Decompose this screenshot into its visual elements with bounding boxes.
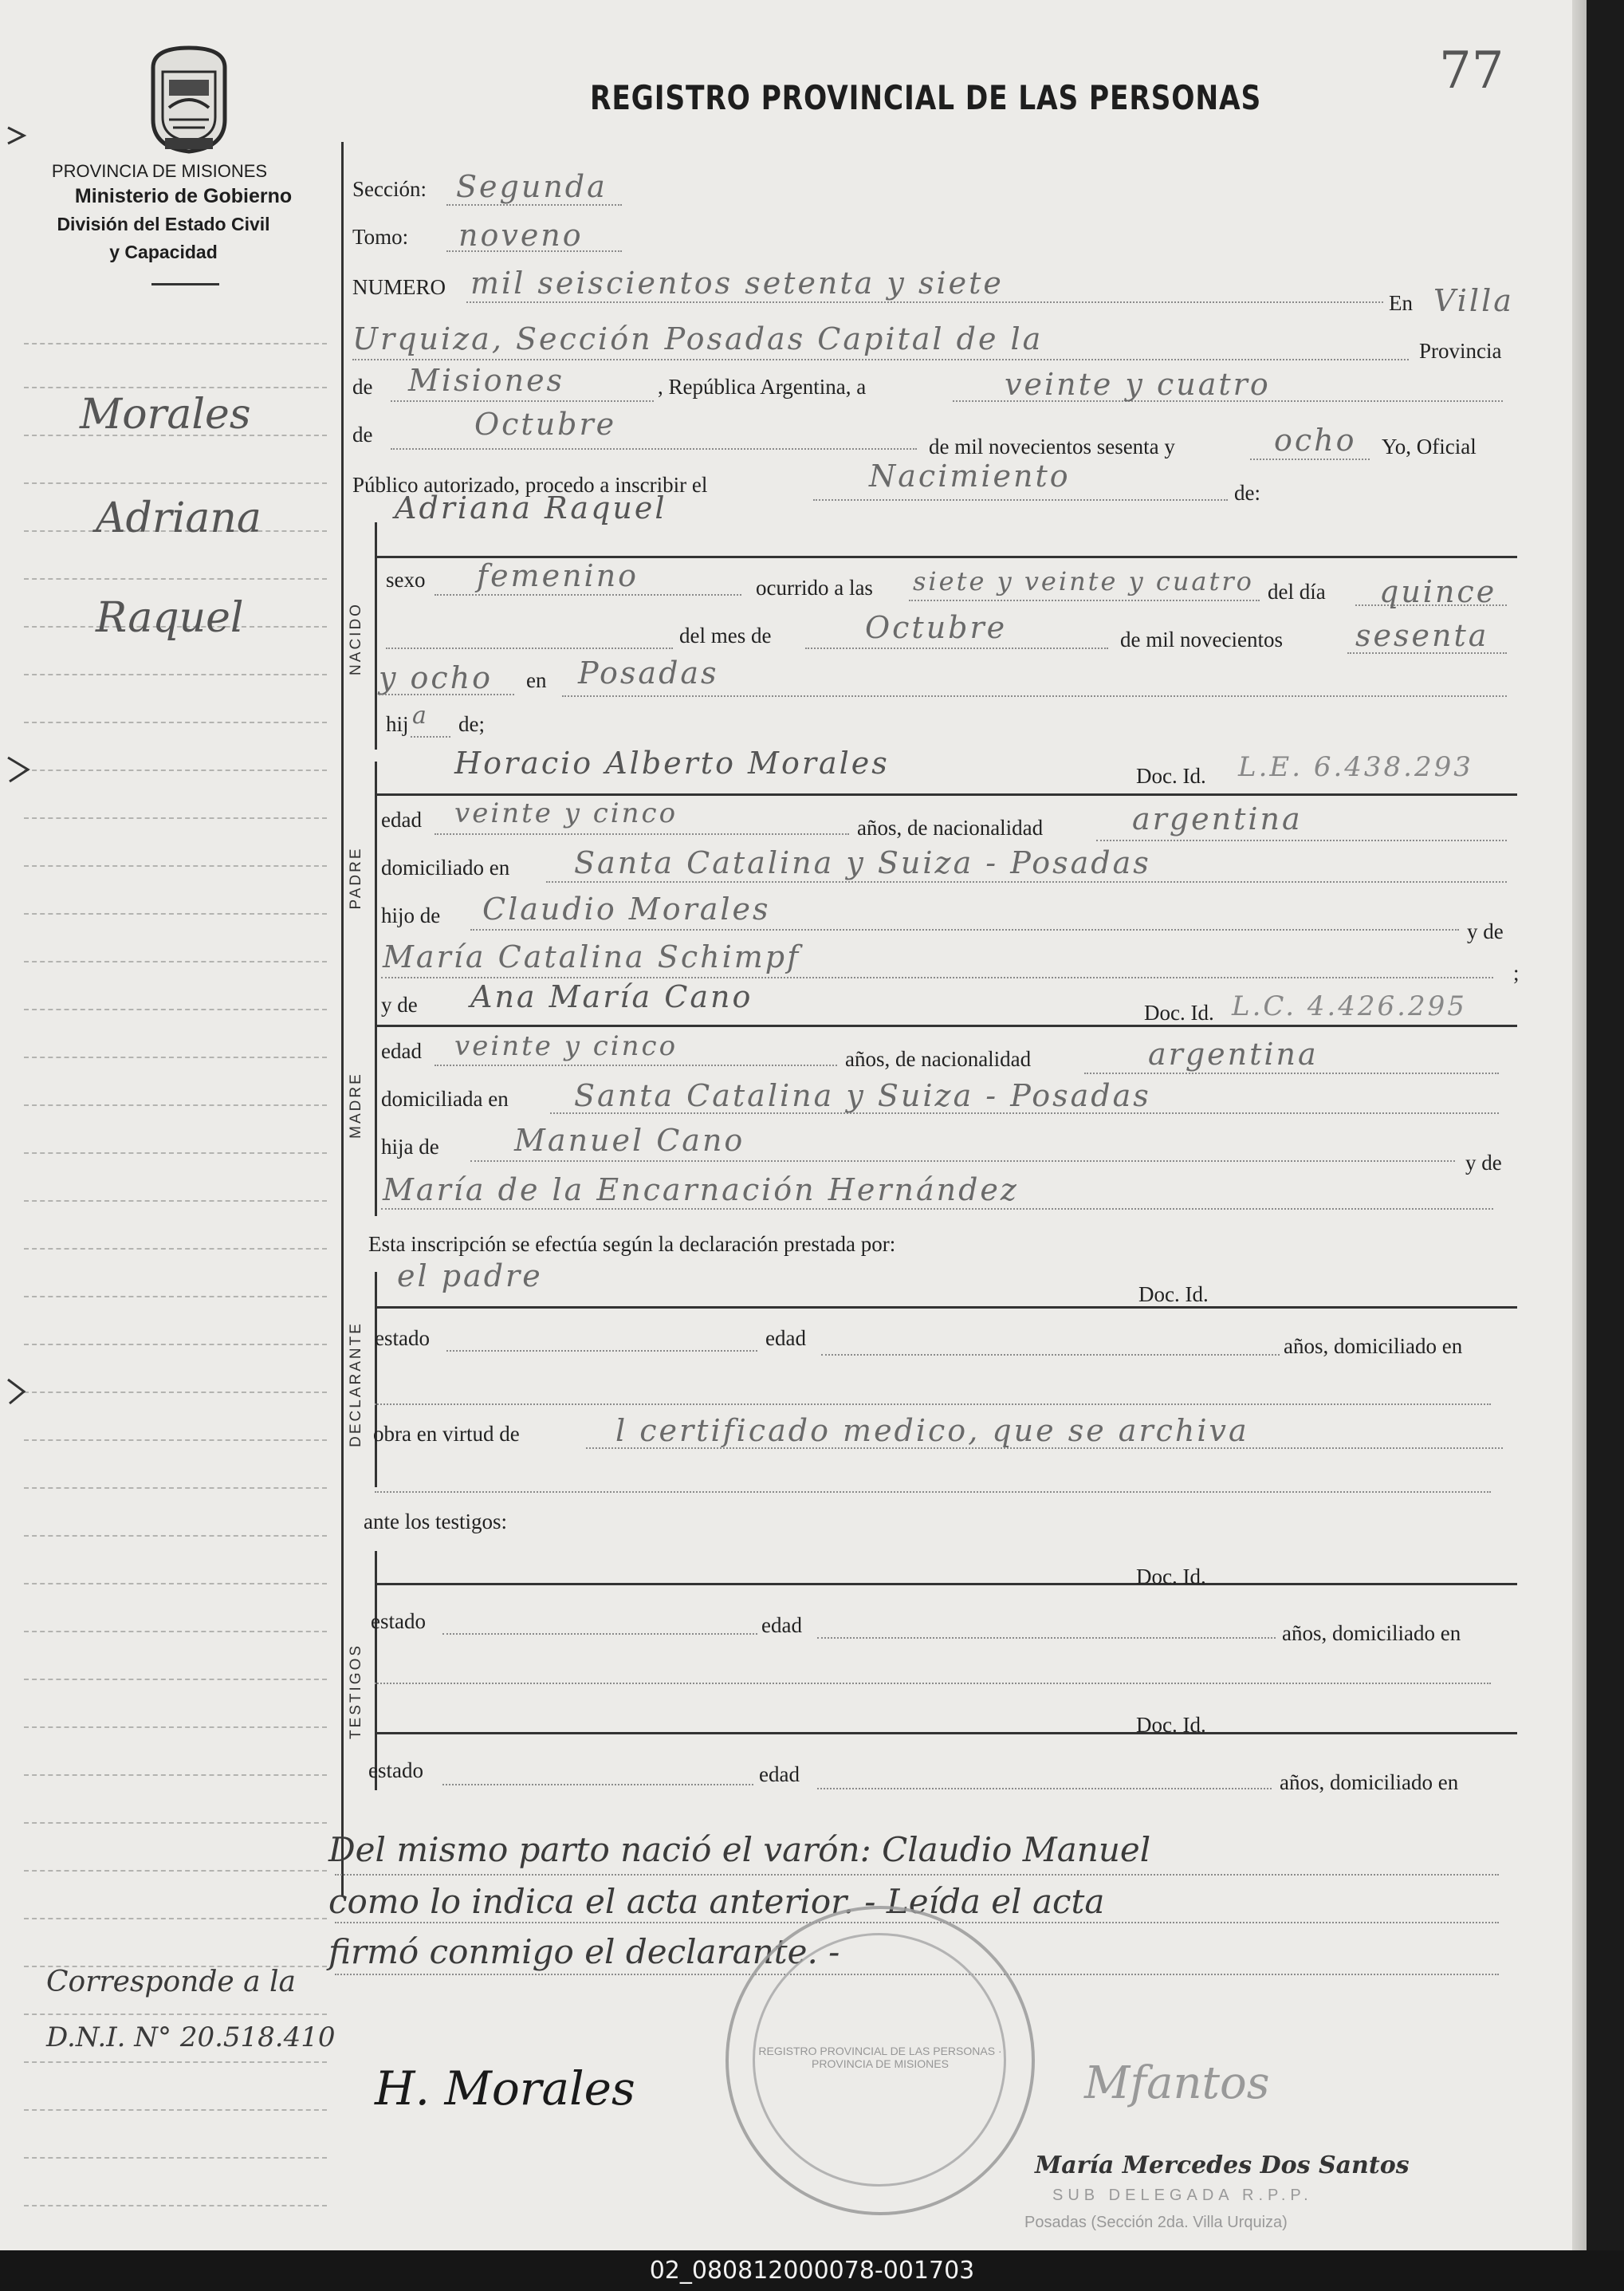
yo-oficial-label: Yo, Oficial	[1382, 435, 1477, 459]
provincia-label: Provincia	[1419, 339, 1502, 363]
de-label: de	[352, 375, 373, 399]
testigo1-edad-label: edad	[761, 1613, 802, 1637]
padre-value: Horacio Alberto Morales	[454, 746, 890, 781]
obra-label: obra en virtud de	[373, 1422, 520, 1446]
acto-value: Nacimiento	[869, 459, 1071, 494]
padre-hijo-label: hijo de	[381, 903, 441, 927]
declarante-edad-label: edad	[765, 1326, 806, 1350]
padre-doc-value: L.E. 6.438.293	[1238, 751, 1473, 783]
official-stamp	[725, 1906, 1035, 2215]
seccion-label: Sección:	[352, 177, 427, 201]
nacido-side-label: NACIDO	[348, 602, 364, 675]
padre-dom-label: domiciliado en	[381, 856, 510, 880]
official-name: María Mercedes Dos Santos	[1035, 2151, 1410, 2179]
lugar-value: Urquiza, Sección Posadas Capital de la	[352, 321, 1044, 356]
hij-suffix: a	[412, 702, 429, 730]
testigo2-estado-label: estado	[368, 1758, 423, 1782]
declarante-signature: H. Morales	[375, 2061, 635, 2116]
margin-note-line1: Corresponde a la	[46, 1966, 296, 1998]
header-rule	[151, 283, 219, 285]
padre-dom-value: Santa Catalina y Suiza - Posadas	[574, 845, 1151, 880]
padre-edad-label: edad	[381, 808, 422, 832]
madre-hija-label: hija de	[381, 1135, 439, 1159]
madre-doc-value: L.C. 4.426.295	[1232, 990, 1467, 1022]
tomo-label: Tomo:	[352, 225, 409, 249]
hij-de-label: de;	[458, 712, 485, 736]
padre-nac-label: años, de nacionalidad	[857, 816, 1044, 840]
sexo-label: sexo	[386, 568, 426, 592]
nombre-value: Adriana Raquel	[395, 490, 667, 526]
padre-doc-label: Doc. Id.	[1136, 764, 1206, 788]
division-label: División del Estado Civil	[57, 214, 270, 234]
madre-dom-value: Santa Catalina y Suiza - Posadas	[574, 1078, 1151, 1113]
de2-label: de	[352, 423, 373, 447]
testigo2-edad-label: edad	[759, 1762, 800, 1786]
en2-label: en	[526, 668, 547, 692]
page-title: REGISTRO PROVINCIAL DE LAS PERSONAS	[590, 78, 1262, 117]
abuela-pat-value: María Catalina Schimpf	[383, 939, 801, 974]
image-id-caption: 02_080812000078-001703	[0, 2250, 1624, 2291]
publico-label: Público autorizado, procedo a inscribir el	[352, 473, 708, 497]
madre-edad-label: edad	[381, 1039, 422, 1063]
padre-edad-value: veinte y cinco	[454, 797, 678, 829]
madre-nac-label: años, de nacionalidad	[845, 1047, 1032, 1071]
lugar-nac-value: Posadas	[578, 655, 719, 691]
madre-side-label: MADRE	[348, 1072, 364, 1139]
abuelo-pat-value: Claudio Morales	[482, 892, 771, 927]
provincia-value: Misiones	[408, 363, 565, 398]
mil-nov-label: de mil novecientos	[1120, 628, 1283, 651]
official-title: SUB DELEGADA R.P.P.	[1052, 2187, 1313, 2204]
official-place: Posadas (Sección 2da. Villa Urquiza)	[1024, 2214, 1288, 2231]
declarante-estado-label: estado	[375, 1326, 430, 1350]
testigo2-anos-label: años, domiciliado en	[1280, 1770, 1459, 1794]
capacity-label: y Capacidad	[109, 242, 218, 262]
tomo-value: noveno	[458, 218, 584, 253]
binding-marks	[0, 120, 32, 1475]
declarante-anos-label: años, domiciliado en	[1284, 1334, 1463, 1358]
margin-note-line2: D.N.I. N° 20.518.410	[46, 2021, 336, 2053]
madre-edad-value: veinte y cinco	[454, 1030, 678, 1062]
del-mes-label: del mes de	[679, 624, 772, 648]
coat-of-arms-emblem	[137, 44, 241, 155]
numero-value: mil seiscientos setenta y siete	[470, 266, 1004, 301]
madre-value: Ana María Cano	[470, 979, 753, 1014]
ocurrido-label: ocurrido a las	[756, 576, 873, 600]
testigo1-anos-label: años, domiciliado en	[1282, 1621, 1461, 1645]
inscripcion-label: Esta inscripción se efectúa según la declaración prestada por:	[368, 1232, 896, 1256]
padre-side-label: PADRE	[348, 846, 364, 910]
madre-nac-value: argentina	[1148, 1037, 1319, 1072]
declarante-doc-label: Doc. Id.	[1138, 1282, 1209, 1306]
madre-dom-label: domiciliada en	[381, 1087, 509, 1111]
folio-number: 77	[1439, 41, 1504, 100]
en-value: Villa	[1433, 283, 1514, 318]
padre-y-de-label: y de	[1467, 919, 1504, 943]
hora-value: siete y veinte y cuatro	[913, 566, 1254, 596]
margin-name-2: Raquel	[96, 594, 244, 642]
republica-label: , República Argentina, a	[658, 375, 867, 399]
abuela-mat-value: María de la Encarnación Hernández	[383, 1172, 1019, 1207]
margin-surname: Morales	[80, 391, 251, 439]
declarante-value: el padre	[397, 1258, 543, 1293]
numero-label: NUMERO	[352, 275, 446, 299]
semicolon-mark: ;	[1513, 961, 1520, 985]
testigo2-doc-label: Doc. Id.	[1136, 1713, 1206, 1737]
margin-name-1: Adriana	[96, 494, 261, 542]
stamp-text: REGISTRO PROVINCIAL DE LAS PERSONAS · PROVINCIA DE MISIONES	[758, 2045, 1002, 2070]
abuelo-mat-value: Manuel Cano	[514, 1123, 745, 1158]
testigos-side-label: TESTIGOS	[348, 1643, 364, 1740]
testigo1-estado-label: estado	[371, 1609, 426, 1633]
anio-value: ocho	[1274, 423, 1357, 458]
nota-line-2: como lo indica el acta anterior. - Leída el acta	[328, 1882, 1105, 1921]
mes-nac-value: Octubre	[865, 610, 1008, 645]
ministry-label: Ministerio de Gobierno	[74, 185, 293, 207]
madre-y-de-label2: y de	[1465, 1151, 1502, 1175]
mes-value: Octubre	[474, 407, 617, 442]
province-label: PROVINCIA DE MISIONES	[51, 161, 268, 181]
testigos-label: ante los testigos:	[364, 1510, 507, 1533]
testigo1-doc-label: Doc. Id.	[1136, 1565, 1206, 1588]
mil-novecientos-label: de mil novecientos sesenta y	[929, 435, 1175, 459]
de-colon-label: de:	[1234, 481, 1260, 505]
dia-nac-value: quince	[1379, 574, 1497, 609]
del-dia-label: del día	[1268, 580, 1326, 604]
anio-nac-value-b: y ocho	[379, 660, 493, 695]
madre-doc-label: Doc. Id.	[1144, 1001, 1214, 1025]
hij-label: hij	[386, 712, 409, 736]
sexo-value: femenino	[477, 558, 639, 593]
padre-nac-value: argentina	[1132, 801, 1303, 836]
seccion-value: Segunda	[456, 169, 608, 204]
main-vertical-rule	[341, 142, 344, 1896]
nota-line-3: firmó conmigo el declarante. -	[328, 1932, 840, 1971]
anio-nac-value-a: sesenta	[1355, 618, 1489, 653]
obra-value: l certificado medico, que se archiva	[615, 1413, 1249, 1448]
declarante-side-label: DECLARANTE	[348, 1321, 364, 1447]
oficial-signature: Mfantos	[1084, 2057, 1270, 2109]
dia-value: veinte y cuatro	[1005, 367, 1271, 402]
en-label: En	[1389, 291, 1413, 315]
nota-line-1: Del mismo parto nació el varón: Claudio Manuel	[328, 1830, 1151, 1869]
madre-y-de-label: y de	[381, 993, 418, 1017]
